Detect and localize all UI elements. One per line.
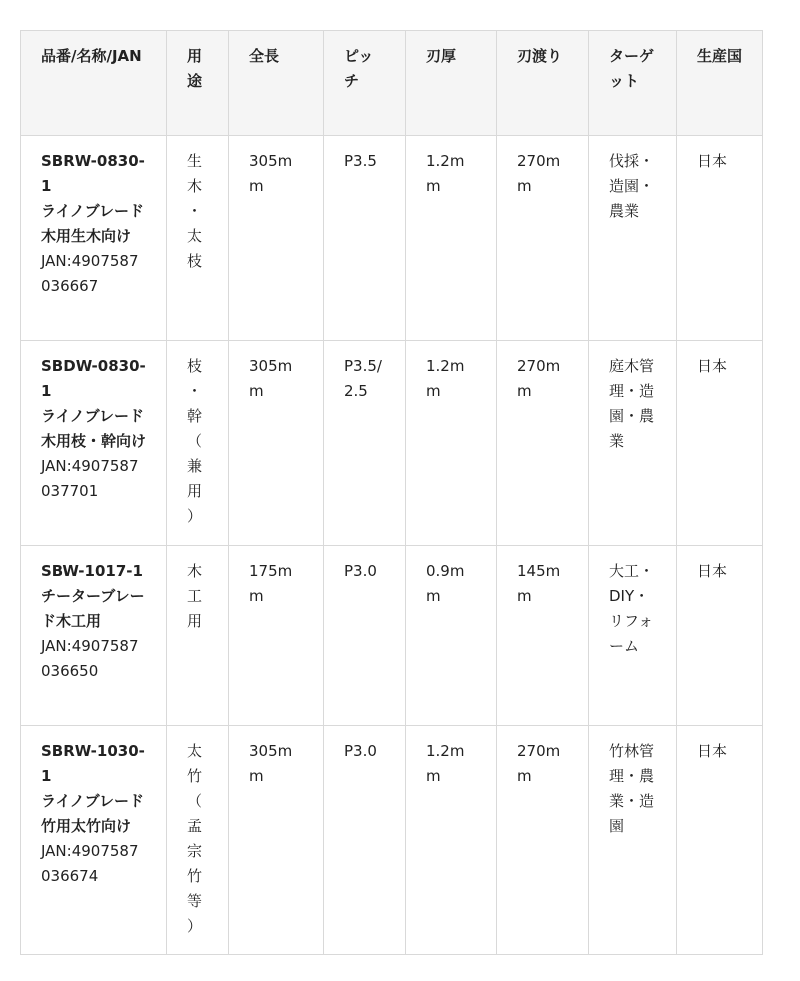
table-row [21,546,763,726]
cell-length: 305mm [229,341,324,546]
cell-target: 伐採・造園・農業 [589,136,677,341]
cell-product [21,726,167,955]
cell-thickness: 1.2mm [406,136,497,341]
table-row [21,136,763,341]
product-jan: JAN:4907587036667 [41,252,139,295]
cell-length: 305mm [229,726,324,955]
header-thickness: 刃厚 [406,31,497,136]
product-jan: JAN:4907587036674 [41,842,139,885]
product-code: SBRW-0830-1 [41,152,145,195]
table-body [21,136,763,955]
cell-use: 生木・太枝 [167,136,229,341]
cell-product [21,341,167,546]
product-code: SBRW-1030-1 [41,742,145,785]
product-jan: JAN:4907587036650 [41,637,139,680]
header-row [21,31,763,136]
table-row [21,341,763,546]
cell-target: 大工・DIY・リフォーム [589,546,677,726]
cell-target: 庭木管理・造園・農業 [589,341,677,546]
cell-blade-length: 145mm [497,546,589,726]
header-product: 品番/名称/JAN [21,31,167,136]
header-blade-length: 刃渡り [497,31,589,136]
cell-use: 枝・幹（兼用） [167,341,229,546]
product-name: ライノブレード木用生木向け [41,202,145,245]
cell-pitch: P3.0 [324,726,406,955]
cell-country: 日本 [677,546,763,726]
table-row [21,726,763,955]
table-header [21,31,763,136]
cell-product [21,546,167,726]
cell-thickness: 0.9mm [406,546,497,726]
cell-country: 日本 [677,726,763,955]
cell-use: 木工用 [167,546,229,726]
cell-target: 竹林管理・農業・造園 [589,726,677,955]
cell-country: 日本 [677,341,763,546]
cell-blade-length: 270mm [497,136,589,341]
cell-pitch: P3.0 [324,546,406,726]
cell-thickness: 1.2mm [406,341,497,546]
cell-country: 日本 [677,136,763,341]
header-use: 用途 [167,31,229,136]
product-spec-table [20,30,763,955]
header-length: 全長 [229,31,324,136]
product-jan: JAN:4907587037701 [41,457,139,500]
product-name: ライノブレード木用枝・幹向け [41,407,147,450]
header-pitch: ピッチ [324,31,406,136]
product-code: SBW-1017-1 [41,562,143,580]
cell-pitch: P3.5 [324,136,406,341]
cell-use: 太竹（孟宗竹等） [167,726,229,955]
product-name: ライノブレード竹用太竹向け [41,792,145,835]
cell-thickness: 1.2mm [406,726,497,955]
cell-pitch: P3.5/2.5 [324,341,406,546]
header-country: 生産国 [677,31,763,136]
cell-product [21,136,167,341]
cell-blade-length: 270mm [497,341,589,546]
product-name: チーターブレード木工用 [41,587,145,630]
product-code: SBDW-0830-1 [41,357,146,400]
cell-length: 175mm [229,546,324,726]
header-target: ターゲット [589,31,677,136]
cell-length: 305mm [229,136,324,341]
cell-blade-length: 270mm [497,726,589,955]
